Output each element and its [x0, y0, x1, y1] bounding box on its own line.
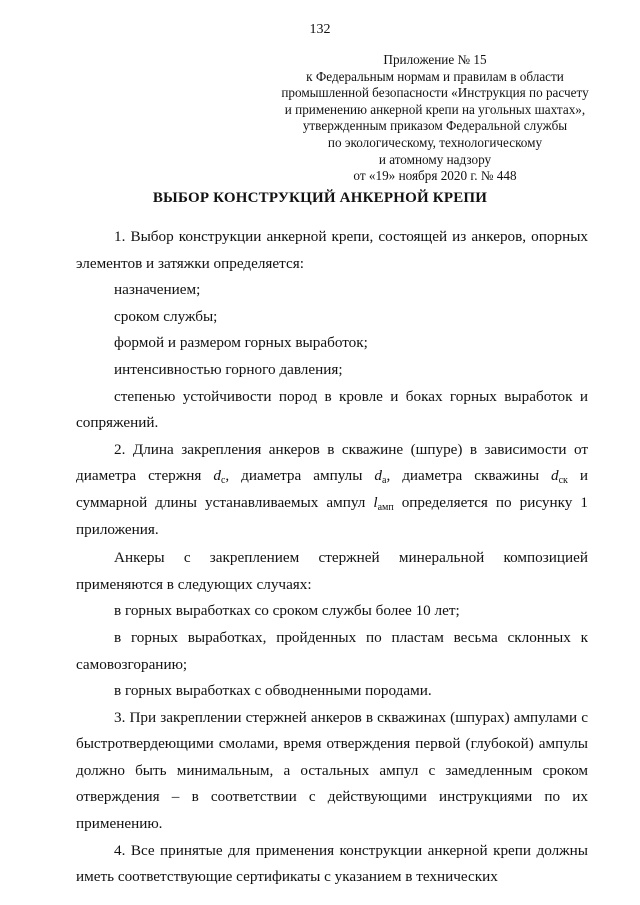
paragraph-1: 1. Выбор конструкции анкерной крепи, состоящей из анкеров, опорных элементов и затяжки определяется:	[76, 228, 588, 272]
list-item: в горных выработках с обводненными породами.	[114, 682, 432, 700]
text-run: , диаметра скважины	[386, 467, 552, 485]
paragraph-5: 4. Все принятые для применения конструкции анкерной крепи должны иметь соответствующие сертификаты с указанием в технических	[76, 841, 588, 886]
list-item: формой и размером горных выработок;	[114, 334, 368, 352]
appendix-line: к Федеральным нормам и правилам в области	[306, 68, 564, 84]
paragraph-3: Анкеры с закреплением стержней минеральной композицией применяются в следующих случаях:	[76, 549, 588, 593]
variable: d	[213, 467, 221, 485]
list-item: назначением;	[114, 281, 201, 299]
appendix-line: по экологическому, технологическому	[327, 134, 543, 150]
appendix-line: от «19» ноября 2020 г. № 448	[353, 168, 517, 184]
text-run: определяется по рисунку 1 приложения.	[76, 493, 588, 538]
list-item: степенью устойчивости пород в кровле и боках горных выработок и сопряжений.	[76, 387, 588, 432]
variable: d	[374, 467, 382, 485]
page-number: 132	[309, 22, 331, 37]
paragraph-2	[76, 437, 588, 543]
paragraph-4: 3. При закреплении стержней анкеров в скважинах (шпурах) ампулами с быстротвердеющими смолами, время отверждения первой (глубокой) ампулы должно быть минимальным, а остальных ампул с замедленным сроком отверждения – в соответствии с действующими инструкциями по их применению.	[76, 708, 588, 833]
subscript: c	[220, 475, 226, 487]
document-body	[76, 224, 588, 891]
list-item: в горных выработках со сроком службы более 10 лет;	[114, 602, 460, 620]
subscript: a	[381, 475, 387, 487]
text-run: и суммарной длины устанавливаемых ампул	[76, 467, 588, 511]
text-run: 2. Длина закрепления анкеров в скважине (шпуре) в зависимости от диаметра стержня	[76, 440, 588, 485]
variable: d	[551, 467, 559, 485]
subscript: ск	[558, 475, 568, 487]
appendix-header	[270, 52, 600, 185]
appendix-line: и применению анкерной крепи на угольных шахтах»,	[284, 101, 586, 117]
appendix-line: утвержденным приказом Федеральной службы	[302, 118, 568, 134]
list-item: сроком службы;	[114, 307, 218, 325]
text-run: , диаметра ампулы	[225, 467, 375, 485]
subscript: амп	[377, 501, 394, 513]
list-item: интенсивностью горного давления;	[114, 360, 343, 378]
list-item: в горных выработках, пройденных по пластам весьма склонных к самовозгоранию;	[76, 628, 588, 673]
appendix-line: промышленной безопасности «Инструкция по расчету	[281, 85, 589, 101]
variable: l	[373, 493, 378, 511]
appendix-line: и атомному надзору	[378, 151, 492, 167]
appendix-line: Приложение № 15	[383, 52, 487, 67]
document-title: ВЫБОР КОНСТРУКЦИЙ АНКЕРНОЙ КРЕПИ	[152, 190, 488, 206]
